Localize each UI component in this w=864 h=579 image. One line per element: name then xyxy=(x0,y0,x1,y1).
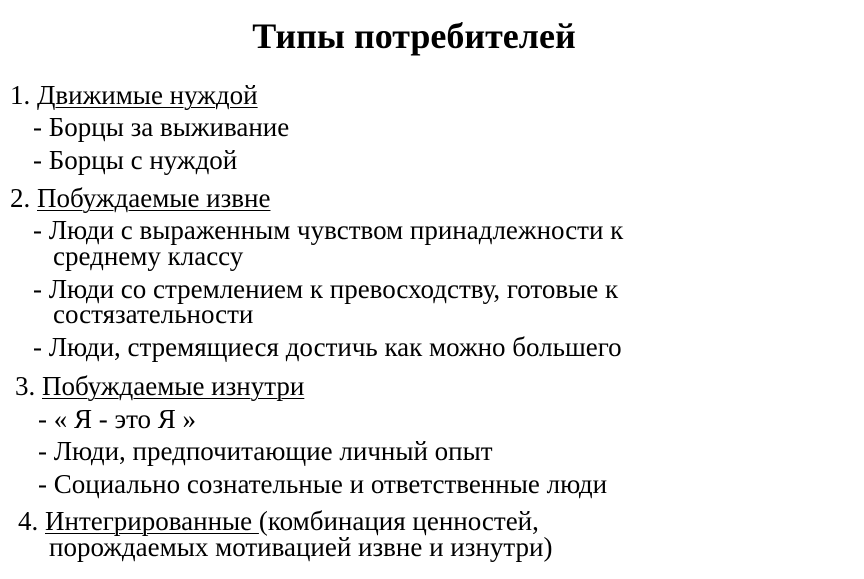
section-4-header xyxy=(18,508,539,534)
section-2-item-2-line-1: - Люди со стремлением к превосходству, готовые к xyxy=(33,274,619,304)
section-3-item-2: - Люди, предпочитающие личный опыт xyxy=(38,436,493,466)
section-3-item-1: - « Я - это Я » xyxy=(38,404,197,434)
section-1-item-2: - Борцы с нуждой xyxy=(33,145,238,175)
section-4-note-line-1: (комбинация ценностей, xyxy=(258,506,539,536)
section-2-item-3: - Люди, стремящиеся достичь как можно большего xyxy=(33,332,622,362)
section-3-number: 3. xyxy=(15,371,36,401)
section-2-item-2-line-2: состязательности xyxy=(53,299,254,329)
section-1-item-1: - Борцы за выживание xyxy=(33,112,290,142)
section-2-header xyxy=(10,183,270,213)
section-2-number: 2. xyxy=(10,183,31,213)
section-3-heading: Побуждаемые изнутри xyxy=(42,371,305,401)
section-1-number: 1. xyxy=(10,80,31,110)
section-4-note-line-2: порождаемых мотивацией извне и изнутри) xyxy=(49,532,553,562)
section-2-item-1-line-1: - Люди с выраженным чувством принадлежности к xyxy=(33,215,624,245)
section-3-header xyxy=(15,371,304,401)
section-1-header xyxy=(10,80,258,110)
section-2-heading: Побуждаемые извне xyxy=(37,183,271,213)
section-4-number: 4. xyxy=(18,506,39,536)
section-3-item-3: - Социально сознательные и ответственные люди xyxy=(38,469,608,499)
section-4-heading: Интегрированные xyxy=(45,506,259,536)
section-2-item-1-line-2: среднему классу xyxy=(53,241,244,271)
section-1-heading: Движимые нуждой xyxy=(37,80,258,110)
page-title: Типы потребителей xyxy=(252,16,576,56)
